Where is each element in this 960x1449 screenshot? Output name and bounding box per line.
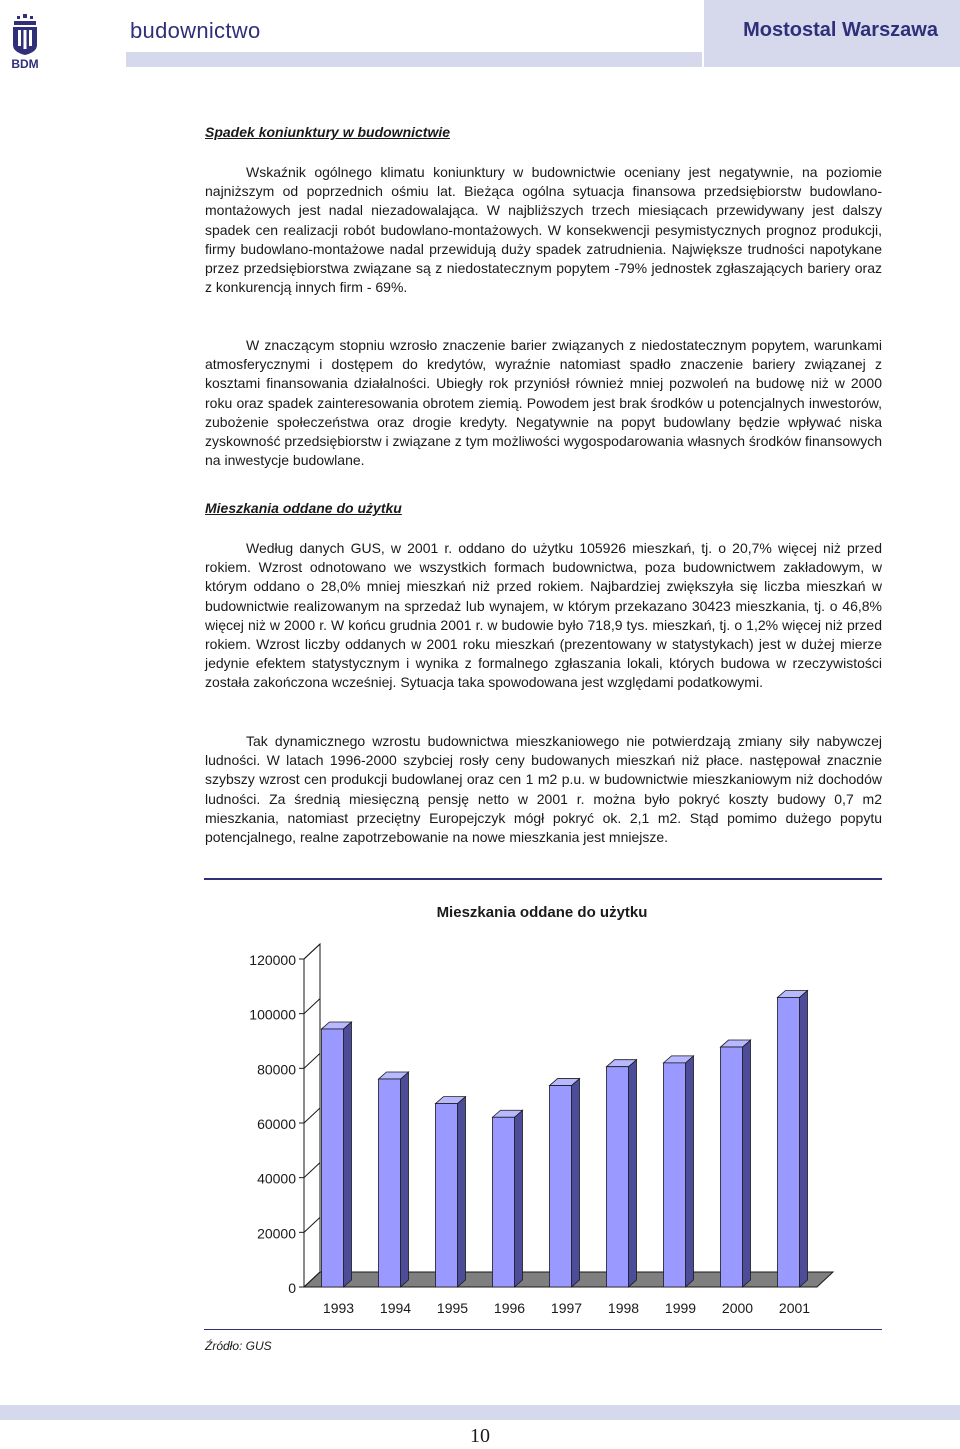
bar	[322, 1022, 352, 1287]
y-tick-label: 0	[288, 1280, 296, 1296]
bar-front	[778, 997, 800, 1287]
y-tick-label: 80000	[257, 1061, 296, 1078]
x-tick-label: 1993	[322, 1300, 355, 1316]
paragraph: W znaczącym stopniu wzrosło znaczenie barier związanych z niedostatecznym popytem, warunkami atmosferycznymi i dostępem do kredytów, wyraźnie natomiast spadło znaczenie bariery związanej z kosztami finansowania działalności. Ubiegły rok przyniósł również mniej pozwoleń na budowę niż w 2000 roku oraz spadek zainteresowania obrotem ziemią. Powodem jest brak środków u potencjalnych inwestorów, zubożenie społeczeństwa oraz drogie kredyty. Negatywnie na popyt budowlany będzie wpływać niska zyskowność przedsiębiorstw i związane z tym możliwości wygospodarowania własnych środków finansowych na inwestycje budowlane.	[205, 337, 882, 469]
y-tick-diagonal	[304, 944, 320, 959]
y-tick-diagonal	[304, 1053, 320, 1068]
bar	[721, 1040, 751, 1287]
x-tick-label: 1998	[607, 1300, 640, 1316]
section-heading-mieszkania: Mieszkania oddane do użytku	[205, 500, 402, 516]
y-tick-label: 40000	[257, 1170, 296, 1187]
bar-side	[743, 1040, 751, 1287]
y-tick-labels	[249, 952, 296, 1296]
bar-front	[664, 1063, 686, 1287]
bar	[664, 1056, 694, 1287]
bar	[436, 1097, 466, 1287]
x-tick-label: 1999	[664, 1300, 697, 1316]
section-heading-konjunktura: Spadek koniunktury w budownictwie	[205, 124, 451, 140]
bar-front	[607, 1067, 629, 1287]
paragraph: Według danych GUS, w 2001 r. oddano do użytku 105926 mieszkań, tj. o 20,7% więcej niż przed rokiem. Wzrost odnotowano we wszystkich formach budownictwa, poza budownictwem zakładowym, w którym oddano o 28,0% mniej mieszkań niż przed rokiem. Najbardziej zwiększyła się liczba mieszkań w budownictwie realizowanym na sprzedaż lub wynajem, w którym przekazano 30423 mieszkania, tj. o 46,8% więcej niż w 2000 r. W końcu grudnia 2001 r. w budowie było 718,9 tys. mieszkań, tj. o 1,2% więcej niż przed rokiem. Wzrost liczby oddanych w 2001 roku mieszkań (prezentowany w statystykach) jest w dużej mierze jedynie efektem statystycznym i wynika z formalnego zgłaszania lokali, których budowa w rzeczywistości została zakończona wcześniej. Sytuacja taka spowodowana jest względami podatkowymi.	[205, 540, 882, 691]
x-tick-label: 1994	[379, 1300, 412, 1316]
y-tick-diagonal	[304, 1163, 320, 1178]
chart-bottom-rule	[204, 1329, 882, 1330]
bar-side	[629, 1060, 637, 1287]
x-tick-label: 1995	[436, 1300, 469, 1316]
x-tick-label: 1996	[493, 1300, 526, 1316]
x-tick-label: 2001	[778, 1300, 811, 1316]
y-tick-label: 120000	[249, 952, 296, 968]
bar-front	[721, 1047, 743, 1287]
bar-front	[322, 1029, 344, 1287]
bar-side	[572, 1079, 580, 1287]
section-tag: budownictwo	[130, 18, 261, 43]
x-tick-label: 2000	[721, 1300, 754, 1316]
bar-side	[344, 1022, 352, 1287]
bar	[379, 1072, 409, 1287]
bar-front	[493, 1117, 515, 1287]
x-tick-labels	[323, 1300, 810, 1316]
y-tick-label: 20000	[257, 1225, 296, 1242]
y-tick-diagonal	[304, 1108, 320, 1123]
bar-front	[379, 1079, 401, 1287]
y-tick-diagonal	[304, 1217, 320, 1232]
y-tick-label: 60000	[257, 1116, 296, 1132]
bar	[778, 990, 808, 1287]
bar	[493, 1110, 523, 1287]
x-tick-label: 1997	[550, 1300, 583, 1316]
bar-side	[686, 1056, 694, 1287]
bar-side	[515, 1110, 523, 1287]
bar-side	[800, 990, 808, 1287]
logo-text: BDM	[11, 57, 39, 70]
page-number: 10	[470, 1425, 490, 1447]
company-name: Mostostal Warszawa	[743, 19, 938, 41]
source-note: Źródło: GUS	[205, 1339, 272, 1353]
bar-side	[401, 1072, 409, 1287]
bar	[607, 1060, 637, 1287]
bar-side	[458, 1097, 466, 1287]
paragraph: Wskaźnik ogólnego klimatu koniunktury w budownictwie oceniany jest negatywnie, na poziomie najniższym od poprzednich ośmiu lat. Bieżąca ogólna sytuacja finansowa przedsiębiorstw budowlano-montażowych jest nadal niezadowalająca. W najbliższych trzech miesiącach przewidywany jest dalszy spadek cen realizacji robót budowlano-montażowych. W konsekwencji pesymistycznych prognoz produkcji, firmy budowlano-montażowe nadal przewidują duży spadek zatrudnienia. Największe trudności napotykane przez przedsiębiorstwa związane są z niedostatecznym popytem -79% jednostek zgłaszających bariery oraz z konkurencją innych firm - 69%.	[205, 164, 882, 296]
paragraph: Tak dynamicznego wzrostu budownictwa mieszkaniowego nie potwierdzają zmiany siły nabywczej ludności. W latach 1996-2000 szybciej rosły ceny budowanych mieszkań niż płace. następował znacznie szybszy wzrost cen produkcji budowlanej oraz cen 1 m2 p.u. w budownictwie mieszkaniowym niż dochodów ludności. Za średnią miesięczną pensję netto w 2001 r. można było pokryć koszty budowy 0,7 m2 mieszkania, natomiast przeciętny Europejczyk mógł pokryć ok. 2,1 m2. Stąd pomimo dużego popytu potencjalnego, realne zapotrzebowanie na nowe mieszkania jest mniejsze.	[205, 733, 882, 846]
footer-band	[0, 1405, 960, 1420]
chart-bars	[322, 990, 808, 1287]
chart-title: Mieszkania oddane do użytku	[436, 904, 648, 921]
y-tick-label: 100000	[249, 1006, 296, 1023]
y-tick-diagonal	[304, 999, 320, 1014]
bar	[550, 1079, 580, 1287]
bar-front	[436, 1104, 458, 1287]
bar-front	[550, 1086, 572, 1287]
